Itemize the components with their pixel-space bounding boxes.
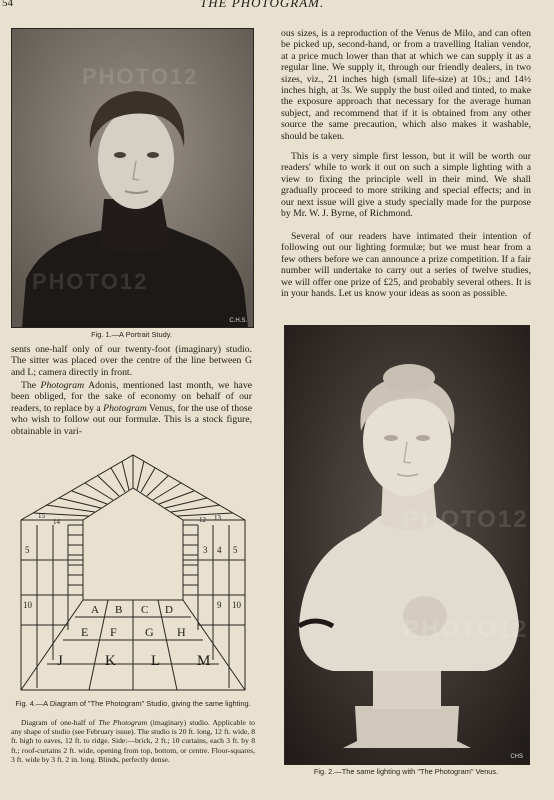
roof-number: 14 — [53, 518, 60, 526]
floor-letter: H — [177, 625, 186, 639]
floor-letter: G — [145, 625, 154, 639]
watermark: PHOTO12 — [403, 616, 529, 643]
right-paragraph-2: This is a very simple first lesson, but it will be worth our readers' while to work it out on such a simple lighting with a view to fixing the principle well in their mind. We shall gradually proceed to more striking and special effects; and in our next issue will give a study specially made for the purpose by Mr. W. J. Byrne, of Richmond. — [281, 151, 531, 220]
wall-number: 5 — [25, 545, 30, 555]
italic-run: Photogram — [40, 380, 85, 391]
wall-number: 4 — [217, 545, 222, 555]
studio-diagram-drawing — [11, 450, 255, 695]
wall-number: 9 — [217, 600, 222, 610]
floor-letter: K — [105, 653, 116, 669]
photo-initials: CHS — [510, 754, 523, 760]
left-paragraph-1: sents one-half only of our twenty-foot (imaginary) studio. The sitter was placed over the centre of the line between G and L; camera directly in front. — [11, 344, 252, 378]
floor-letter: F — [110, 625, 117, 639]
wall-number: 3 — [203, 545, 208, 555]
running-head: THE PHOTOGRAM. — [200, 0, 325, 10]
floor-letter: C — [141, 604, 149, 616]
text-run: (imaginary) studio. Applicable to any shape of studio (see February issue). The studio is 20 ft. long, 12 ft. wide, 8 ft. high to eaves, 12 ft. to ridge. Side:—brick, 2 ft.; 10 curtains, each 3 ft. by 8 ft.; roof-curtains 2 ft. wide, opening from top, bottom, or centre. Floor-squares, 3 ft. wide by 3 ft. 2 in. long. Blinds, perfectly dense. — [11, 718, 255, 764]
venus-bust-photo — [284, 325, 530, 765]
roof-number: 13 — [214, 514, 221, 522]
text-run: Diagram of one-half of — [21, 718, 99, 727]
wall-number: 5 — [233, 545, 238, 555]
diagram-note — [11, 718, 255, 764]
floor-letter: L — [151, 653, 161, 669]
watermark: PHOTO12 — [82, 64, 199, 89]
page-header — [0, 0, 554, 10]
wall-number: 10 — [232, 600, 241, 610]
floor-letter: J — [57, 653, 63, 669]
watermark: PHOTO12 — [403, 506, 529, 533]
left-paragraph-2 — [11, 380, 252, 437]
text-run: Adonis, mentioned last month, we have been obliged, for the sake of economy on behalf of our readers, to replace by a — [11, 380, 253, 414]
right-paragraph-3: Several of our readers have intimated their intention of following out our lighting formulæ; but we must hear from a few others before we can announce a prize competition. If a fair number will undertake to carry out a series of twelve studies, we will offer one prize of £25, and probably several others. It is in your hands. Let us know your ideas as soon as possible. — [281, 231, 531, 300]
italic-run: The Photogram — [98, 718, 148, 727]
floor-letter: B — [115, 604, 123, 616]
italic-run: Photogram — [103, 402, 147, 414]
fig1-caption: Fig. 1.—A Portrait Study. — [91, 330, 172, 339]
floor-letter: A — [91, 604, 99, 616]
floor-letter: M — [197, 653, 211, 669]
portrait-photo — [11, 28, 254, 328]
venus-bust-illustration — [285, 326, 529, 764]
right-paragraph-1: ous sizes, is a reproduction of the Venus de Milo, and can often be picked up, second-hand, or from a travelling Italian vendor, at a price much lower than that at which we can supply it as a regular line. We supply it, through our friendly dealers, in two sizes, viz., 21 inches high (small life-size) at 10s.; and 14½ inches high, at 3s. We supply the bust oiled and tinted, to make the exposure approach that necessary for the average human subject, and recommend that if it is obtained from any other source the same precaution, which also makes it washable, should be taken. — [281, 28, 531, 142]
roof-number: 12 — [199, 516, 206, 524]
watermark: PHOTO12 — [32, 269, 149, 294]
studio-diagram — [11, 450, 255, 695]
roof-number: 15 — [38, 512, 45, 520]
wall-number: 10 — [23, 600, 32, 610]
floor-letter: E — [81, 625, 89, 639]
photo-initials: C.H.S. — [229, 318, 247, 324]
page-number: 54 — [2, 0, 13, 9]
text-run: Venus, for the use of those who wish to follow out our formulæ. This is a stock figure, obtainable in vari- — [11, 402, 252, 437]
text-run: The — [21, 380, 41, 391]
fig4-caption: Fig. 4.—A Diagram of "The Photogram" Studio, giving the same lighting. — [15, 699, 251, 708]
fig2-caption: Fig. 2.—The same lighting with "The Photogram" Venus. — [313, 767, 499, 776]
floor-letter: D — [165, 604, 173, 616]
